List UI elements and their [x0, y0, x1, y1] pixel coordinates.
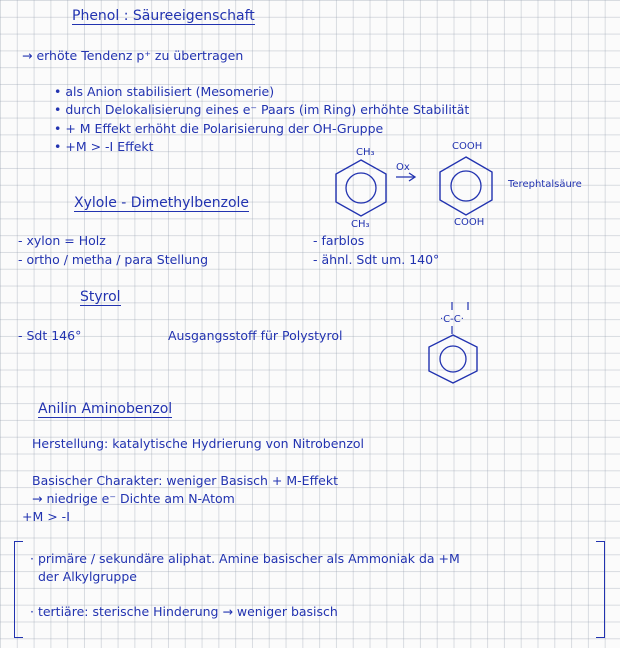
phenol-bullet-3: • + M Effekt erhöht die Polarisierung der OH-Gruppe [54, 121, 384, 136]
ch3-top-label: CH₃ [356, 147, 375, 158]
cooh-top-label: COOH [452, 141, 483, 152]
cooh-bottom-label: COOH [454, 217, 485, 228]
xylole-right-2: - ähnl. Sdt um. 140° [313, 252, 440, 267]
phenol-bullet-1: • als Anion stabilisiert (Mesomerie) [54, 84, 275, 99]
box2-line: · tertiäre: sterische Hinderung → weniger basisch [30, 604, 338, 619]
ch3-bottom-label: CH₃ [351, 219, 370, 230]
xylole-left-2: - ortho / metha / para Stellung [18, 252, 209, 267]
phenol-main-point: → erhöte Tendenz p⁺ zu übertragen [22, 48, 244, 63]
phenol-bullet-4: • +M > -I Effekt [54, 139, 154, 154]
xylole-right-1: - farblos [313, 233, 365, 248]
phenol-title: Phenol : Säureeigenschaft [72, 8, 255, 24]
ox-label: Ox [396, 162, 410, 173]
product-label: Terephtalsäure [508, 179, 582, 190]
box1-line-2: der Alkylgruppe [38, 569, 137, 584]
xylole-title: Xylole - Dimethylbenzole [74, 195, 250, 211]
styrol-use: Ausgangsstoff für Polystyrol [168, 328, 343, 343]
styrol-bonds [448, 300, 478, 336]
reaction-arrow-icon [396, 172, 418, 182]
box1-line-1: · primäre / sekundäre aliphat. Amine basischer als Ammoniak da +M [30, 551, 460, 566]
styrol-sdt: - Sdt 146° [18, 328, 82, 343]
anilin-basisch: Basischer Charakter: weniger Basisch + M-Effekt [32, 473, 339, 488]
styrol-formula: ·C-C· [440, 314, 464, 325]
anilin-mi: +M > -I [22, 509, 70, 524]
styrol-title: Styrol [80, 289, 121, 305]
xylene-ring [331, 158, 391, 218]
terephthalic-ring [436, 155, 496, 217]
styrol-ring [425, 333, 481, 385]
right-bracket [596, 541, 605, 638]
anilin-dichte: → niedrige e⁻ Dichte am N-Atom [32, 491, 235, 506]
xylole-left-1: - xylon = Holz [18, 233, 106, 248]
left-bracket [14, 541, 23, 638]
anilin-herstellung: Herstellung: katalytische Hydrierung von Nitrobenzol [32, 436, 365, 451]
anilin-title: Anilin Aminobenzol [38, 401, 173, 417]
phenol-bullet-2: • durch Delokalisierung eines e⁻ Paars (im Ring) erhöhte Stabilität [54, 102, 470, 117]
